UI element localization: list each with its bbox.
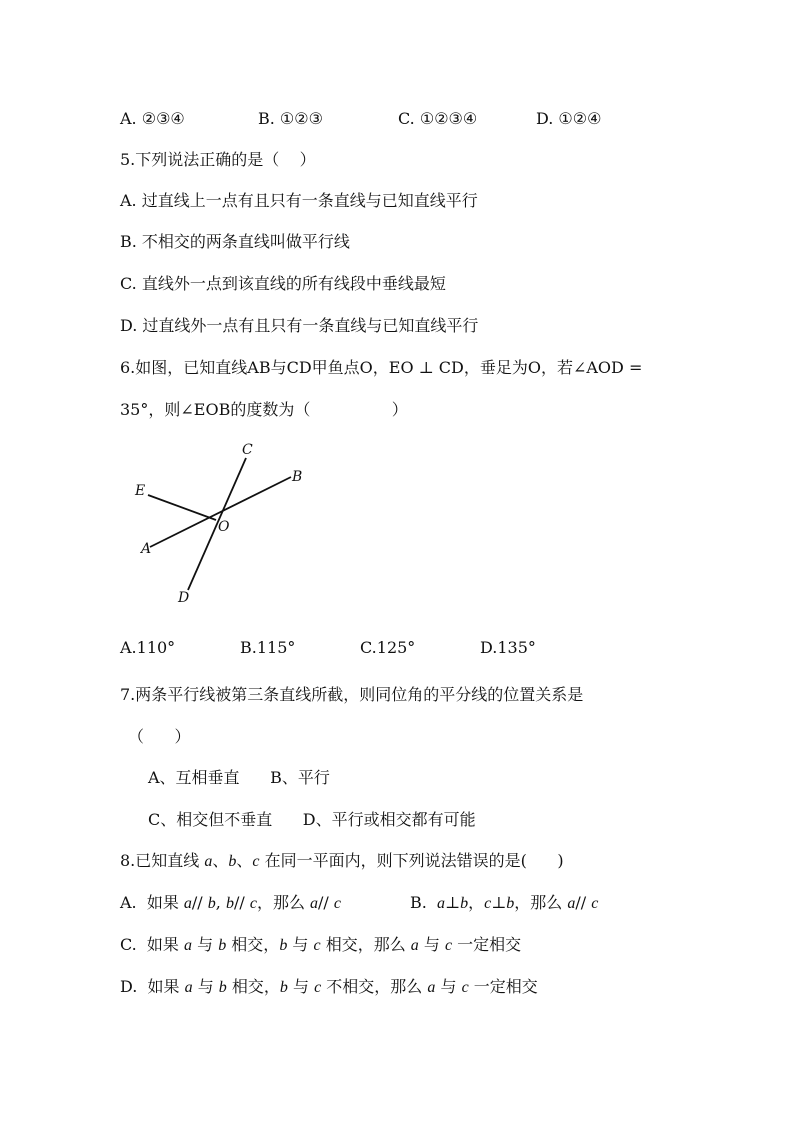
var: c [591,895,599,912]
q8-option-a [120,893,341,914]
text: // [575,893,592,912]
var: a [184,937,193,954]
q7-options-cd: C、相交但不垂直 D、平行或相交都有可能 [148,810,476,829]
var: a [183,895,192,912]
q8-stem [120,851,564,872]
label-c: C [242,442,253,458]
q5-option-d: D. 过直线外一点有且只有一条直线与已知直线平行 [120,316,479,335]
text: ⊥ [491,893,507,912]
text: , [215,893,226,912]
text: ，那么 [256,893,311,912]
var: a [437,895,446,912]
label-a: A [141,541,152,557]
q4-option-d: D. ①②④ [536,109,602,128]
text: 相交， [226,977,280,996]
var: c [444,937,453,954]
q5-option-a: A. 过直线上一点有且只有一条直线与已知直线平行 [120,191,478,210]
q7-stem-line1: 7.两条平行线被第三条直线所截，则同位角的平分线的位置关系是 [120,685,584,704]
q4-option-a: A. ②③④ [120,109,185,128]
var-a: a [204,853,213,870]
q5-option-c: C. 直线外一点到该直线的所有线段中垂线最短 [120,274,446,293]
q6-option-b: B.115° [240,638,296,657]
var: b [218,937,227,954]
var: b [207,895,216,912]
label-o: O [218,519,230,535]
var: c [333,895,342,912]
var: c [461,979,469,996]
label-d: D [178,590,190,606]
text: B. [410,893,438,912]
text: ⊥ [445,893,461,912]
q6-option-c: C.125° [360,638,416,657]
q6-option-d: D.135° [480,638,536,657]
var: b [218,979,227,996]
text: 与 [287,977,315,996]
var: c [313,937,321,954]
text: 与 [192,935,219,954]
ray-oe [148,495,216,520]
q4-option-b: B. ①②③ [258,109,323,128]
var: b [225,895,234,912]
q6-stem-line2: 35°，则∠EOB的度数为（ ） [120,400,408,419]
label-b: B [292,469,303,485]
var: a [427,979,436,996]
q7-stem-line2: （ ） [128,727,191,746]
text: 与 [192,977,219,996]
var: b [279,979,288,996]
var: a [184,979,193,996]
q8-stem-text: 在同一平面内，则下列说法错误的是( ) [259,851,564,870]
text: 一定相交 [468,977,538,996]
q5-stem: 5.下列说法正确的是（ ） [120,150,316,169]
var-c: c [252,853,260,870]
text: A. 如果 [120,893,184,912]
text: // [191,893,208,912]
q8-option-c [120,935,521,956]
var: c [249,895,257,912]
q6-figure [128,435,318,610]
var-b: b [228,853,237,870]
text: 相交， [226,935,280,954]
label-e: E [135,483,146,499]
text: 与 [418,935,445,954]
var: b [460,895,469,912]
text: 与 [287,935,314,954]
q5-option-b: B. 不相交的两条直线叫做平行线 [120,232,350,251]
text: D. 如果 [120,977,185,996]
q8-stem-sep: 、 [212,851,229,870]
text: ，那么 [514,893,568,912]
q6-stem-line1: 6.如图，已知直线AB与CD甲鱼点O，EO ⊥ CD，垂足为O，若∠AOD = [120,358,643,377]
text: 与 [435,977,462,996]
var: a [567,895,576,912]
q8-option-d [120,977,538,998]
q8-stem-text: 8.已知直线 [120,851,205,870]
var: a [410,937,419,954]
q4-option-c: C. ①②③④ [398,109,478,128]
text: 不相交，那么 [321,977,428,996]
var: c [484,895,492,912]
var: a [310,895,319,912]
var: c [314,979,322,996]
var: b [506,895,515,912]
text: C. 如果 [120,935,185,954]
var: b [279,937,288,954]
text: // [318,893,334,912]
q8-stem-sep: 、 [236,851,253,870]
line-ab [150,477,291,547]
text: ， [468,893,485,912]
text: // [233,893,250,912]
q6-option-a: A.110° [120,638,176,657]
q7-options-ab: A、互相垂直 B、平行 [148,768,330,787]
text: 相交，那么 [320,935,411,954]
text: 一定相交 [452,935,522,954]
q8-option-b [410,893,598,914]
